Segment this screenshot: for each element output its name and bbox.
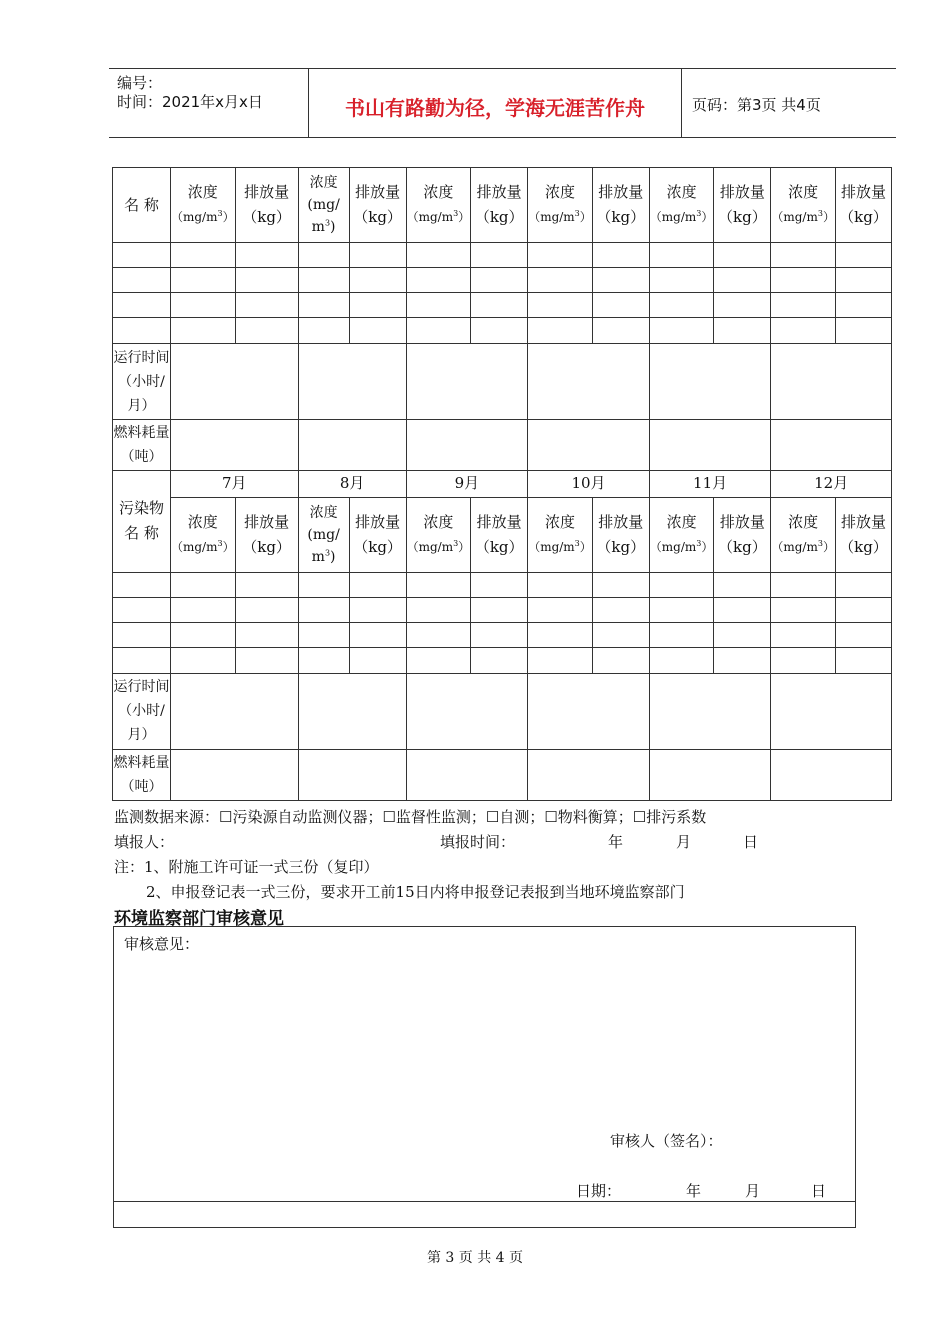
table-cell[interactable] bbox=[592, 597, 649, 622]
table-cell[interactable] bbox=[298, 318, 349, 344]
runtime-cell[interactable] bbox=[298, 344, 406, 420]
amount-header: 排放量 （kg） bbox=[714, 168, 771, 243]
table-row bbox=[113, 597, 892, 622]
month-header: 8月 bbox=[298, 471, 406, 497]
table-cell[interactable] bbox=[528, 318, 593, 344]
fuel-cell[interactable] bbox=[171, 420, 299, 471]
emission-table-first-half bbox=[112, 167, 892, 471]
header-time: 时间：2021年x月x日 bbox=[117, 93, 263, 111]
table-cell[interactable] bbox=[528, 268, 593, 293]
table-cell[interactable] bbox=[714, 572, 771, 597]
table-cell[interactable] bbox=[592, 622, 649, 647]
table-cell[interactable] bbox=[592, 647, 649, 673]
table-cell[interactable] bbox=[471, 647, 528, 673]
runtime-cell[interactable] bbox=[649, 673, 771, 749]
table-cell[interactable] bbox=[771, 318, 836, 344]
concentration-header: 浓度 $(mg/m^3)$ bbox=[649, 168, 714, 243]
table-cell[interactable] bbox=[113, 268, 171, 293]
concentration-header: 浓度 $(mg/m^3)$ bbox=[771, 497, 836, 572]
table-cell[interactable] bbox=[714, 597, 771, 622]
table-cell[interactable] bbox=[649, 647, 714, 673]
runtime-row bbox=[113, 673, 892, 749]
table-row bbox=[113, 647, 892, 673]
table-cell[interactable] bbox=[349, 268, 406, 293]
table-cell[interactable] bbox=[471, 268, 528, 293]
table-cell[interactable] bbox=[171, 268, 236, 293]
concentration-header: 浓度 $(mg/m^3)$ bbox=[406, 168, 471, 243]
fill-time-label: 填报时间： bbox=[440, 833, 516, 851]
table-cell[interactable] bbox=[649, 293, 714, 318]
concentration-header-wrapped: 浓度 (mg/ $m^3$) bbox=[298, 497, 349, 572]
table-cell[interactable] bbox=[771, 622, 836, 647]
table-cell[interactable] bbox=[771, 597, 836, 622]
serial-number-label: 编号： bbox=[117, 74, 163, 92]
table-cell[interactable] bbox=[113, 572, 171, 597]
amount-header: 排放量 （kg） bbox=[349, 168, 406, 243]
amount-header: 排放量 （kg） bbox=[592, 497, 649, 572]
fuel-cell[interactable] bbox=[298, 420, 406, 471]
table-cell[interactable] bbox=[471, 243, 528, 268]
table-cell[interactable] bbox=[349, 318, 406, 344]
runtime-cell[interactable] bbox=[171, 673, 299, 749]
runtime-cell[interactable] bbox=[771, 344, 892, 420]
month-header: 11月 bbox=[649, 471, 771, 497]
fuel-consumption-label: 燃料耗量 （吨） bbox=[113, 749, 171, 800]
table-cell[interactable] bbox=[649, 622, 714, 647]
review-month-label: 月 bbox=[745, 1182, 761, 1200]
table-cell[interactable] bbox=[298, 293, 349, 318]
runtime-cell[interactable] bbox=[171, 344, 299, 420]
fuel-cell[interactable] bbox=[406, 749, 528, 800]
table-cell[interactable] bbox=[113, 647, 171, 673]
table-cell[interactable] bbox=[835, 318, 891, 344]
amount-header: 排放量 （kg） bbox=[714, 497, 771, 572]
fuel-cell[interactable] bbox=[406, 420, 528, 471]
table-cell[interactable] bbox=[835, 268, 891, 293]
table-cell[interactable] bbox=[171, 243, 236, 268]
table-cell[interactable] bbox=[406, 622, 471, 647]
header-motto: 书山有路勤为径，学海无涯苦作舟 bbox=[345, 96, 645, 120]
table-cell[interactable] bbox=[649, 572, 714, 597]
table-cell[interactable] bbox=[406, 318, 471, 344]
table-cell[interactable] bbox=[171, 572, 236, 597]
table-cell[interactable] bbox=[235, 647, 298, 673]
table-cell[interactable] bbox=[113, 318, 171, 344]
table-row bbox=[113, 622, 892, 647]
table-row bbox=[113, 268, 892, 293]
fill-year-label: 年 bbox=[608, 833, 624, 851]
table-cell[interactable] bbox=[592, 572, 649, 597]
table-cell[interactable] bbox=[235, 622, 298, 647]
amount-header: 排放量 （kg） bbox=[835, 168, 891, 243]
runtime-row bbox=[113, 344, 892, 420]
runtime-cell[interactable] bbox=[406, 344, 528, 420]
fuel-cell[interactable] bbox=[771, 749, 892, 800]
month-header: 10月 bbox=[528, 471, 650, 497]
fuel-cell[interactable] bbox=[528, 749, 650, 800]
table-cell[interactable] bbox=[714, 318, 771, 344]
pollutant-name-header: 名 称 bbox=[113, 168, 171, 243]
concentration-header: 浓度 $(mg/m^3)$ bbox=[528, 497, 593, 572]
table-cell[interactable] bbox=[349, 243, 406, 268]
concentration-header: 浓度 $(mg/m^3)$ bbox=[528, 168, 593, 243]
runtime-cell[interactable] bbox=[528, 673, 650, 749]
table-cell[interactable] bbox=[349, 647, 406, 673]
table-cell[interactable] bbox=[471, 293, 528, 318]
table-cell[interactable] bbox=[235, 293, 298, 318]
header-page-number: 页码：第3页 共4页 bbox=[692, 96, 821, 114]
concentration-header: 浓度 $(mg/m^3)$ bbox=[649, 497, 714, 572]
table-cell[interactable] bbox=[113, 622, 171, 647]
table-cell[interactable] bbox=[771, 647, 836, 673]
table-cell[interactable] bbox=[349, 622, 406, 647]
table-cell[interactable] bbox=[771, 243, 836, 268]
table-cell[interactable] bbox=[649, 268, 714, 293]
fuel-cell[interactable] bbox=[528, 420, 650, 471]
concentration-header: 浓度 $(mg/m^3)$ bbox=[771, 168, 836, 243]
table-cell[interactable] bbox=[592, 318, 649, 344]
data-source-line: 监测数据来源：☐污染源自动监测仪器；☐监督性监测；☐自测；☐物料衡算；☐排污系数 bbox=[114, 808, 707, 826]
table-cell[interactable] bbox=[471, 622, 528, 647]
table-cell[interactable] bbox=[835, 293, 891, 318]
table-row bbox=[113, 572, 892, 597]
table-cell[interactable] bbox=[835, 597, 891, 622]
fuel-cell[interactable] bbox=[171, 749, 299, 800]
table-cell[interactable] bbox=[298, 572, 349, 597]
table-cell[interactable] bbox=[528, 293, 593, 318]
runtime-label: 运行时间 （小时/ 月） bbox=[113, 344, 171, 420]
table-cell[interactable] bbox=[171, 622, 236, 647]
table-cell[interactable] bbox=[171, 293, 236, 318]
table-cell[interactable] bbox=[714, 268, 771, 293]
note-2: 2、申报登记表一式三份，要求开工前15日内将申报登记表报到当地环境监察部门 bbox=[146, 883, 685, 901]
review-opinion-label: 审核意见： bbox=[124, 935, 200, 953]
table-row bbox=[113, 243, 892, 268]
table-cell[interactable] bbox=[298, 243, 349, 268]
table-cell[interactable] bbox=[406, 572, 471, 597]
table-cell[interactable] bbox=[235, 318, 298, 344]
table-cell[interactable] bbox=[835, 622, 891, 647]
table-cell[interactable] bbox=[298, 268, 349, 293]
fill-month-label: 月 bbox=[676, 833, 692, 851]
table-cell[interactable] bbox=[171, 597, 236, 622]
table-cell[interactable] bbox=[406, 647, 471, 673]
table-cell[interactable] bbox=[592, 243, 649, 268]
table-cell[interactable] bbox=[406, 597, 471, 622]
table-cell[interactable] bbox=[471, 572, 528, 597]
table-cell[interactable] bbox=[235, 243, 298, 268]
review-day-label: 日 bbox=[811, 1182, 827, 1200]
table-header-row bbox=[113, 497, 892, 572]
fuel-row bbox=[113, 420, 892, 471]
month-header: 7月 bbox=[171, 471, 299, 497]
table-cell[interactable] bbox=[235, 268, 298, 293]
table-cell[interactable] bbox=[349, 293, 406, 318]
review-year-label: 年 bbox=[686, 1182, 702, 1200]
runtime-cell[interactable] bbox=[406, 673, 528, 749]
table-cell[interactable] bbox=[528, 597, 593, 622]
concentration-header: 浓度 $(mg/m^3)$ bbox=[406, 497, 471, 572]
table-cell[interactable] bbox=[835, 243, 891, 268]
table-cell[interactable] bbox=[349, 572, 406, 597]
month-header: 9月 bbox=[406, 471, 528, 497]
month-header: 12月 bbox=[771, 471, 892, 497]
table-cell[interactable] bbox=[298, 647, 349, 673]
page-footer: 第 3 页 共 4 页 bbox=[426, 1250, 524, 1266]
table-cell[interactable] bbox=[406, 243, 471, 268]
table-cell[interactable] bbox=[714, 293, 771, 318]
table-cell[interactable] bbox=[649, 597, 714, 622]
fuel-cell[interactable] bbox=[771, 420, 892, 471]
table-row bbox=[113, 318, 892, 344]
fuel-cell[interactable] bbox=[298, 749, 406, 800]
amount-header: 排放量 （kg） bbox=[471, 497, 528, 572]
concentration-header-wrapped: 浓度 (mg/ $m^3$) bbox=[298, 168, 349, 243]
table-cell[interactable] bbox=[471, 318, 528, 344]
page-header bbox=[109, 68, 896, 138]
table-cell[interactable] bbox=[298, 597, 349, 622]
table-cell[interactable] bbox=[592, 293, 649, 318]
review-box-divider bbox=[114, 1201, 855, 1202]
table-cell[interactable] bbox=[471, 597, 528, 622]
fuel-cell[interactable] bbox=[649, 749, 771, 800]
reviewer-signature-label: 审核人（签名）： bbox=[610, 1132, 723, 1150]
month-header-row bbox=[113, 471, 892, 497]
runtime-cell[interactable] bbox=[771, 673, 892, 749]
table-cell[interactable] bbox=[298, 622, 349, 647]
table-cell[interactable] bbox=[528, 243, 593, 268]
table-cell[interactable] bbox=[171, 647, 236, 673]
table-cell[interactable] bbox=[171, 318, 236, 344]
runtime-cell[interactable] bbox=[298, 673, 406, 749]
table-cell[interactable] bbox=[406, 293, 471, 318]
pollutant-name-header: 污染物 名 称 bbox=[113, 471, 171, 572]
table-cell[interactable] bbox=[528, 647, 593, 673]
table-cell[interactable] bbox=[113, 293, 171, 318]
table-cell[interactable] bbox=[771, 293, 836, 318]
amount-header: 排放量 （kg） bbox=[835, 497, 891, 572]
fuel-row bbox=[113, 749, 892, 800]
table-header-row bbox=[113, 168, 892, 243]
table-cell[interactable] bbox=[235, 572, 298, 597]
table-cell[interactable] bbox=[235, 597, 298, 622]
amount-header: 排放量 （kg） bbox=[235, 168, 298, 243]
amount-header: 排放量 （kg） bbox=[235, 497, 298, 572]
review-date-label: 日期： bbox=[576, 1182, 622, 1200]
review-section-title: 环境监察部门审核意见 bbox=[114, 909, 284, 929]
table-cell[interactable] bbox=[714, 647, 771, 673]
table-cell[interactable] bbox=[528, 622, 593, 647]
amount-header: 排放量 （kg） bbox=[349, 497, 406, 572]
emission-table-second-half bbox=[112, 471, 892, 801]
header-page-cell bbox=[682, 69, 896, 137]
table-cell[interactable] bbox=[406, 268, 471, 293]
concentration-header: 浓度 $(mg/m^3)$ bbox=[171, 497, 236, 572]
runtime-cell[interactable] bbox=[528, 344, 650, 420]
table-cell[interactable] bbox=[649, 243, 714, 268]
table-cell[interactable] bbox=[835, 572, 891, 597]
table-cell[interactable] bbox=[113, 597, 171, 622]
table-cell[interactable] bbox=[771, 268, 836, 293]
header-motto-cell bbox=[309, 69, 682, 137]
header-meta-cell bbox=[109, 69, 309, 137]
table-cell[interactable] bbox=[771, 572, 836, 597]
amount-header: 排放量 （kg） bbox=[471, 168, 528, 243]
table-row bbox=[113, 293, 892, 318]
concentration-header: 浓度 $(mg/m^3)$ bbox=[171, 168, 236, 243]
table-cell[interactable] bbox=[714, 243, 771, 268]
table-cell[interactable] bbox=[649, 318, 714, 344]
table-cell[interactable] bbox=[714, 622, 771, 647]
fuel-cell[interactable] bbox=[649, 420, 771, 471]
table-cell[interactable] bbox=[528, 572, 593, 597]
table-cell[interactable] bbox=[592, 268, 649, 293]
filler-label: 填报人： bbox=[114, 833, 175, 851]
note-1: 注：1、附施工许可证一式三份（复印） bbox=[114, 858, 379, 876]
review-box bbox=[113, 926, 856, 1228]
amount-header: 排放量 （kg） bbox=[592, 168, 649, 243]
runtime-cell[interactable] bbox=[649, 344, 771, 420]
runtime-label: 运行时间 （小时/ 月） bbox=[113, 673, 171, 749]
fuel-consumption-label: 燃料耗量 （吨） bbox=[113, 420, 171, 471]
table-cell[interactable] bbox=[835, 647, 891, 673]
table-cell[interactable] bbox=[349, 597, 406, 622]
fill-day-label: 日 bbox=[743, 833, 759, 851]
table-cell[interactable] bbox=[113, 243, 171, 268]
